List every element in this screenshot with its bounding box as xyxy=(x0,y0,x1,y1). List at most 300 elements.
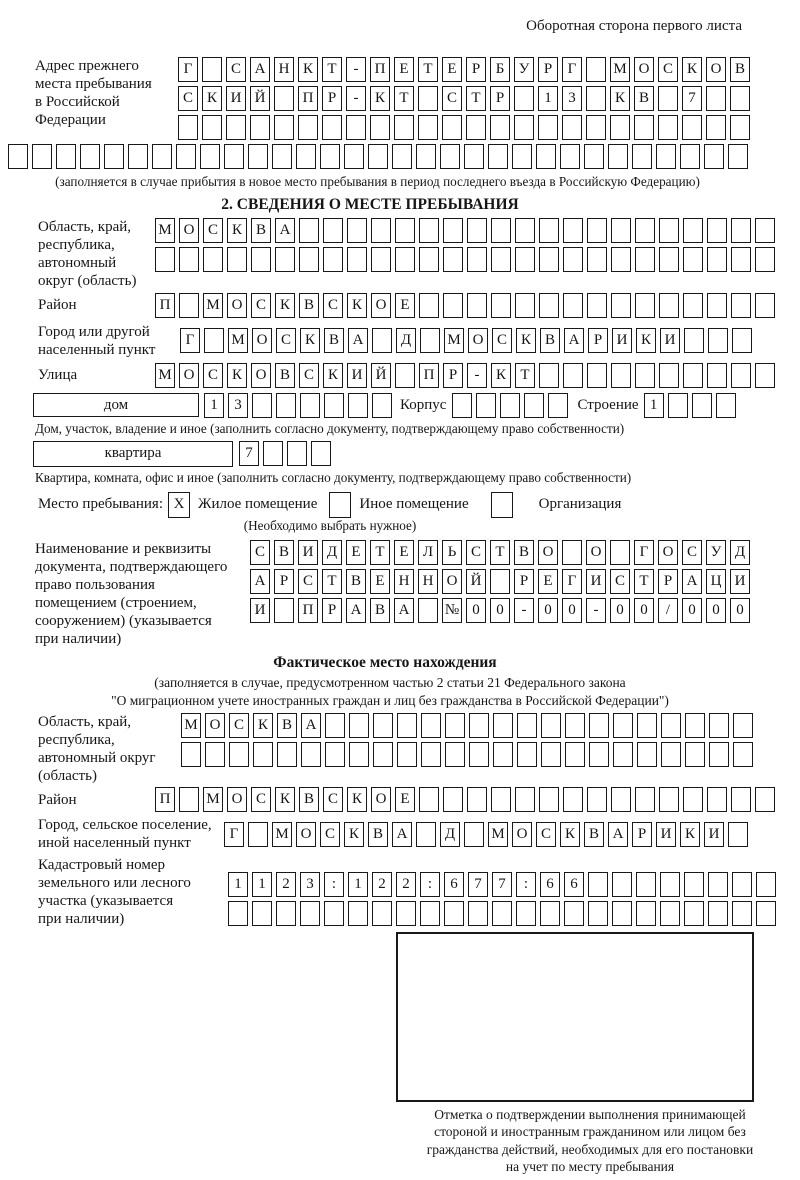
char-cell[interactable]: Д xyxy=(396,328,416,353)
char-cell[interactable] xyxy=(466,115,486,140)
char-cell[interactable]: К xyxy=(202,86,222,111)
char-cell[interactable] xyxy=(274,86,294,111)
char-cell[interactable] xyxy=(634,115,654,140)
char-cell[interactable]: В xyxy=(540,328,560,353)
char-cell[interactable] xyxy=(548,393,568,418)
char-cell[interactable] xyxy=(344,144,364,169)
char-cell[interactable] xyxy=(612,901,632,926)
char-cell[interactable]: Л xyxy=(418,540,438,565)
char-cell[interactable]: У xyxy=(514,57,534,82)
char-cell[interactable] xyxy=(707,218,727,243)
char-cell[interactable]: М xyxy=(228,328,248,353)
char-cell[interactable] xyxy=(685,713,705,738)
char-cell[interactable]: И xyxy=(298,540,318,565)
char-cell[interactable] xyxy=(733,742,753,767)
char-cell[interactable]: М xyxy=(155,218,175,243)
char-cell[interactable] xyxy=(636,872,656,897)
char-cell[interactable]: С xyxy=(610,569,630,594)
char-cell[interactable]: 7 xyxy=(239,441,259,466)
char-cell[interactable] xyxy=(706,86,726,111)
char-cell[interactable] xyxy=(728,822,748,847)
char-cell[interactable] xyxy=(248,144,268,169)
char-cell[interactable] xyxy=(394,115,414,140)
char-cell[interactable] xyxy=(348,393,368,418)
char-cell[interactable] xyxy=(563,293,583,318)
char-cell[interactable]: С xyxy=(682,540,702,565)
char-cell[interactable] xyxy=(416,822,436,847)
char-cell[interactable] xyxy=(516,901,536,926)
char-cell[interactable]: : xyxy=(420,872,440,897)
char-cell[interactable] xyxy=(323,218,343,243)
char-cell[interactable] xyxy=(179,787,199,812)
char-cell[interactable]: О xyxy=(442,569,462,594)
char-cell[interactable]: О xyxy=(371,787,391,812)
char-cell[interactable]: О xyxy=(205,713,225,738)
char-cell[interactable]: И xyxy=(250,598,270,623)
char-cell[interactable]: С xyxy=(226,57,246,82)
char-cell[interactable] xyxy=(396,901,416,926)
char-cell[interactable]: К xyxy=(227,363,247,388)
char-cell[interactable]: Ь xyxy=(442,540,462,565)
char-cell[interactable]: 0 xyxy=(538,598,558,623)
char-cell[interactable] xyxy=(464,144,484,169)
char-cell[interactable]: № xyxy=(442,598,462,623)
char-cell[interactable]: К xyxy=(298,57,318,82)
char-cell[interactable]: 1 xyxy=(644,393,664,418)
char-cell[interactable]: М xyxy=(488,822,508,847)
char-cell[interactable] xyxy=(536,144,556,169)
char-cell[interactable]: К xyxy=(347,293,367,318)
char-cell[interactable] xyxy=(372,901,392,926)
char-cell[interactable] xyxy=(324,393,344,418)
char-cell[interactable]: 2 xyxy=(276,872,296,897)
char-cell[interactable] xyxy=(755,218,775,243)
char-cell[interactable] xyxy=(347,247,367,272)
char-cell[interactable] xyxy=(563,363,583,388)
char-cell[interactable] xyxy=(452,393,472,418)
char-cell[interactable]: М xyxy=(203,293,223,318)
char-cell[interactable] xyxy=(444,901,464,926)
char-cell[interactable] xyxy=(589,742,609,767)
char-cell[interactable]: И xyxy=(704,822,724,847)
char-cell[interactable]: В xyxy=(299,293,319,318)
char-cell[interactable]: / xyxy=(658,598,678,623)
char-cell[interactable] xyxy=(659,363,679,388)
char-cell[interactable] xyxy=(563,247,583,272)
char-cell[interactable]: Р xyxy=(466,57,486,82)
char-cell[interactable] xyxy=(320,144,340,169)
char-cell[interactable] xyxy=(539,247,559,272)
char-cell[interactable]: Т xyxy=(515,363,535,388)
char-cell[interactable]: С xyxy=(229,713,249,738)
char-cell[interactable]: О xyxy=(634,57,654,82)
char-cell[interactable]: Е xyxy=(346,540,366,565)
char-cell[interactable]: И xyxy=(656,822,676,847)
char-cell[interactable]: С xyxy=(320,822,340,847)
char-cell[interactable] xyxy=(659,247,679,272)
char-cell[interactable]: К xyxy=(560,822,580,847)
char-cell[interactable]: 7 xyxy=(468,872,488,897)
char-cell[interactable] xyxy=(728,144,748,169)
char-cell[interactable] xyxy=(370,115,390,140)
char-cell[interactable]: П xyxy=(419,363,439,388)
char-cell[interactable]: О xyxy=(179,218,199,243)
char-cell[interactable] xyxy=(613,742,633,767)
char-cell[interactable] xyxy=(373,713,393,738)
char-cell[interactable] xyxy=(467,247,487,272)
char-cell[interactable]: К xyxy=(344,822,364,847)
char-cell[interactable]: А xyxy=(250,569,270,594)
char-cell[interactable] xyxy=(325,713,345,738)
char-cell[interactable]: М xyxy=(444,328,464,353)
char-cell[interactable] xyxy=(371,218,391,243)
char-cell[interactable]: Е xyxy=(394,57,414,82)
char-cell[interactable] xyxy=(563,787,583,812)
char-cell[interactable] xyxy=(287,441,307,466)
char-cell[interactable]: И xyxy=(226,86,246,111)
char-cell[interactable] xyxy=(420,328,440,353)
char-cell[interactable] xyxy=(274,598,294,623)
char-cell[interactable] xyxy=(635,218,655,243)
char-cell[interactable] xyxy=(587,787,607,812)
char-cell[interactable] xyxy=(298,115,318,140)
char-cell[interactable]: Й xyxy=(371,363,391,388)
char-cell[interactable]: Е xyxy=(395,787,415,812)
char-cell[interactable]: А xyxy=(394,598,414,623)
char-cell[interactable]: К xyxy=(275,293,295,318)
char-cell[interactable] xyxy=(419,247,439,272)
char-cell[interactable] xyxy=(490,569,510,594)
char-cell[interactable]: С xyxy=(323,787,343,812)
char-cell[interactable] xyxy=(418,115,438,140)
char-cell[interactable]: В xyxy=(634,86,654,111)
char-cell[interactable] xyxy=(227,247,247,272)
char-cell[interactable]: М xyxy=(155,363,175,388)
char-cell[interactable]: Н xyxy=(394,569,414,594)
char-cell[interactable] xyxy=(560,144,580,169)
char-cell[interactable] xyxy=(659,787,679,812)
char-cell[interactable] xyxy=(588,901,608,926)
char-cell[interactable] xyxy=(731,363,751,388)
char-cell[interactable] xyxy=(469,713,489,738)
char-cell[interactable]: Р xyxy=(658,569,678,594)
char-cell[interactable]: В xyxy=(275,363,295,388)
char-cell[interactable] xyxy=(301,742,321,767)
char-cell[interactable]: 0 xyxy=(610,598,630,623)
char-cell[interactable] xyxy=(684,901,704,926)
char-cell[interactable]: - xyxy=(346,86,366,111)
char-cell[interactable] xyxy=(418,86,438,111)
char-cell[interactable]: М xyxy=(610,57,630,82)
char-cell[interactable]: - xyxy=(467,363,487,388)
char-cell[interactable] xyxy=(707,247,727,272)
char-cell[interactable] xyxy=(311,441,331,466)
char-cell[interactable] xyxy=(416,144,436,169)
char-cell[interactable] xyxy=(635,787,655,812)
char-cell[interactable] xyxy=(682,115,702,140)
char-cell[interactable] xyxy=(276,393,296,418)
char-cell[interactable]: Т xyxy=(322,569,342,594)
char-cell[interactable] xyxy=(613,713,633,738)
char-cell[interactable]: И xyxy=(730,569,750,594)
char-cell[interactable]: И xyxy=(347,363,367,388)
char-cell[interactable]: А xyxy=(392,822,412,847)
char-cell[interactable] xyxy=(419,787,439,812)
char-cell[interactable] xyxy=(732,872,752,897)
char-cell[interactable]: Р xyxy=(490,86,510,111)
char-cell[interactable]: М xyxy=(203,787,223,812)
char-cell[interactable] xyxy=(467,787,487,812)
char-cell[interactable] xyxy=(324,901,344,926)
char-cell[interactable] xyxy=(155,247,175,272)
char-cell[interactable]: Г xyxy=(562,569,582,594)
char-cell[interactable]: Й xyxy=(466,569,486,594)
char-cell[interactable]: Т xyxy=(466,86,486,111)
char-cell[interactable] xyxy=(514,86,534,111)
char-cell[interactable]: К xyxy=(680,822,700,847)
char-cell[interactable] xyxy=(562,540,582,565)
char-cell[interactable]: О xyxy=(538,540,558,565)
char-cell[interactable] xyxy=(692,393,712,418)
char-cell[interactable] xyxy=(325,742,345,767)
char-cell[interactable]: Г xyxy=(562,57,582,82)
char-cell[interactable]: В xyxy=(346,569,366,594)
char-cell[interactable] xyxy=(300,393,320,418)
char-cell[interactable] xyxy=(202,57,222,82)
char-cell[interactable]: Р xyxy=(274,569,294,594)
char-cell[interactable] xyxy=(467,218,487,243)
char-cell[interactable] xyxy=(755,787,775,812)
char-cell[interactable] xyxy=(176,144,196,169)
char-cell[interactable] xyxy=(491,293,511,318)
char-cell[interactable] xyxy=(392,144,412,169)
char-cell[interactable] xyxy=(708,328,728,353)
char-cell[interactable]: 0 xyxy=(730,598,750,623)
char-cell[interactable]: С xyxy=(299,363,319,388)
char-cell[interactable] xyxy=(732,328,752,353)
char-cell[interactable] xyxy=(179,293,199,318)
char-cell[interactable]: Р xyxy=(322,86,342,111)
char-cell[interactable] xyxy=(541,742,561,767)
char-cell[interactable]: Р xyxy=(588,328,608,353)
char-cell[interactable] xyxy=(608,144,628,169)
char-cell[interactable]: 7 xyxy=(492,872,512,897)
char-cell[interactable] xyxy=(252,393,272,418)
char-cell[interactable] xyxy=(468,901,488,926)
char-cell[interactable]: К xyxy=(370,86,390,111)
char-cell[interactable]: А xyxy=(608,822,628,847)
char-cell[interactable] xyxy=(704,144,724,169)
char-cell[interactable] xyxy=(56,144,76,169)
char-cell[interactable] xyxy=(443,787,463,812)
char-cell[interactable] xyxy=(683,787,703,812)
char-cell[interactable] xyxy=(610,115,630,140)
char-cell[interactable] xyxy=(205,742,225,767)
char-cell[interactable]: 3 xyxy=(300,872,320,897)
char-cell[interactable] xyxy=(445,713,465,738)
char-cell[interactable] xyxy=(322,115,342,140)
char-cell[interactable] xyxy=(419,218,439,243)
char-cell[interactable]: Е xyxy=(442,57,462,82)
char-cell[interactable] xyxy=(708,901,728,926)
char-cell[interactable]: С xyxy=(442,86,462,111)
char-cell[interactable] xyxy=(731,218,751,243)
char-cell[interactable]: Г xyxy=(180,328,200,353)
char-cell[interactable]: Д xyxy=(322,540,342,565)
char-cell[interactable]: 0 xyxy=(490,598,510,623)
char-cell[interactable]: Е xyxy=(538,569,558,594)
char-cell[interactable] xyxy=(419,293,439,318)
char-cell[interactable]: Р xyxy=(322,598,342,623)
char-cell[interactable]: 1 xyxy=(538,86,558,111)
char-cell[interactable] xyxy=(202,115,222,140)
char-cell[interactable] xyxy=(515,247,535,272)
char-cell[interactable]: Г xyxy=(634,540,654,565)
char-cell[interactable] xyxy=(755,293,775,318)
char-cell[interactable]: Ц xyxy=(706,569,726,594)
char-cell[interactable] xyxy=(538,115,558,140)
char-cell[interactable] xyxy=(586,57,606,82)
char-cell[interactable]: В xyxy=(251,218,271,243)
char-cell[interactable]: В xyxy=(584,822,604,847)
char-cell[interactable]: О xyxy=(512,822,532,847)
char-cell[interactable] xyxy=(683,247,703,272)
char-cell[interactable] xyxy=(756,901,776,926)
char-cell[interactable]: А xyxy=(346,598,366,623)
char-cell[interactable] xyxy=(660,901,680,926)
char-cell[interactable] xyxy=(683,293,703,318)
char-cell[interactable]: С xyxy=(492,328,512,353)
char-cell[interactable] xyxy=(564,901,584,926)
char-cell[interactable] xyxy=(349,742,369,767)
char-cell[interactable] xyxy=(637,713,657,738)
char-cell[interactable]: К xyxy=(491,363,511,388)
char-cell[interactable]: О xyxy=(251,363,271,388)
char-cell[interactable] xyxy=(228,901,248,926)
char-cell[interactable]: К xyxy=(323,363,343,388)
char-cell[interactable] xyxy=(253,742,273,767)
char-cell[interactable] xyxy=(203,247,223,272)
char-cell[interactable] xyxy=(445,742,465,767)
char-cell[interactable] xyxy=(539,363,559,388)
char-cell[interactable] xyxy=(372,393,392,418)
char-cell[interactable]: А xyxy=(564,328,584,353)
char-cell[interactable] xyxy=(589,713,609,738)
char-cell[interactable] xyxy=(251,247,271,272)
char-cell[interactable]: О xyxy=(227,787,247,812)
char-cell[interactable]: 6 xyxy=(444,872,464,897)
char-cell[interactable] xyxy=(128,144,148,169)
char-cell[interactable]: Е xyxy=(394,540,414,565)
char-cell[interactable]: С xyxy=(251,293,271,318)
char-cell[interactable]: П xyxy=(370,57,390,82)
char-cell[interactable] xyxy=(716,393,736,418)
char-cell[interactable]: Е xyxy=(370,569,390,594)
char-cell[interactable] xyxy=(706,115,726,140)
char-cell[interactable] xyxy=(440,144,460,169)
char-cell[interactable]: В xyxy=(514,540,534,565)
char-cell[interactable]: К xyxy=(275,787,295,812)
char-cell[interactable] xyxy=(467,293,487,318)
char-cell[interactable] xyxy=(635,247,655,272)
char-cell[interactable] xyxy=(493,713,513,738)
char-cell[interactable] xyxy=(274,115,294,140)
char-cell[interactable]: 7 xyxy=(682,86,702,111)
char-cell[interactable] xyxy=(469,742,489,767)
char-cell[interactable] xyxy=(421,742,441,767)
char-cell[interactable] xyxy=(611,787,631,812)
char-cell[interactable] xyxy=(586,115,606,140)
char-cell[interactable]: О xyxy=(706,57,726,82)
char-cell[interactable]: С xyxy=(323,293,343,318)
char-cell[interactable] xyxy=(587,293,607,318)
char-cell[interactable] xyxy=(680,144,700,169)
char-cell[interactable] xyxy=(421,713,441,738)
char-cell[interactable] xyxy=(514,115,534,140)
char-cell[interactable]: Й xyxy=(250,86,270,111)
char-cell[interactable]: О xyxy=(468,328,488,353)
char-cell[interactable] xyxy=(611,293,631,318)
char-cell[interactable] xyxy=(8,144,28,169)
char-cell[interactable] xyxy=(204,328,224,353)
char-cell[interactable] xyxy=(635,293,655,318)
char-cell[interactable] xyxy=(709,742,729,767)
char-cell[interactable]: - xyxy=(346,57,366,82)
char-cell[interactable] xyxy=(539,787,559,812)
char-cell[interactable]: 6 xyxy=(540,872,560,897)
char-cell[interactable]: 3 xyxy=(228,393,248,418)
char-cell[interactable]: И xyxy=(586,569,606,594)
char-cell[interactable] xyxy=(685,742,705,767)
char-cell[interactable] xyxy=(517,713,537,738)
char-cell[interactable] xyxy=(707,363,727,388)
char-cell[interactable]: С xyxy=(276,328,296,353)
char-cell[interactable]: 1 xyxy=(204,393,224,418)
char-cell[interactable]: Т xyxy=(322,57,342,82)
char-cell[interactable] xyxy=(636,901,656,926)
char-cell[interactable] xyxy=(371,247,391,272)
char-cell[interactable]: Е xyxy=(395,293,415,318)
char-cell[interactable] xyxy=(250,115,270,140)
char-cell[interactable] xyxy=(491,218,511,243)
char-cell[interactable]: Р xyxy=(443,363,463,388)
char-cell[interactable] xyxy=(488,144,508,169)
char-cell[interactable]: С xyxy=(466,540,486,565)
char-cell[interactable]: Р xyxy=(632,822,652,847)
char-cell[interactable] xyxy=(731,247,751,272)
char-cell[interactable]: 0 xyxy=(706,598,726,623)
char-cell[interactable] xyxy=(397,742,417,767)
char-cell[interactable] xyxy=(372,328,392,353)
char-cell[interactable]: С xyxy=(178,86,198,111)
char-cell[interactable]: О xyxy=(586,540,606,565)
char-cell[interactable]: Г xyxy=(224,822,244,847)
char-cell[interactable]: - xyxy=(586,598,606,623)
char-cell[interactable] xyxy=(397,713,417,738)
char-cell[interactable]: М xyxy=(181,713,201,738)
char-cell[interactable] xyxy=(373,742,393,767)
char-cell[interactable] xyxy=(562,115,582,140)
char-cell[interactable]: В xyxy=(274,540,294,565)
char-cell[interactable] xyxy=(658,115,678,140)
char-cell[interactable] xyxy=(252,901,272,926)
char-cell[interactable] xyxy=(275,247,295,272)
char-cell[interactable]: К xyxy=(347,787,367,812)
char-cell[interactable]: Р xyxy=(538,57,558,82)
char-cell[interactable]: П xyxy=(298,598,318,623)
char-cell[interactable]: Т xyxy=(634,569,654,594)
char-cell[interactable]: 1 xyxy=(348,872,368,897)
